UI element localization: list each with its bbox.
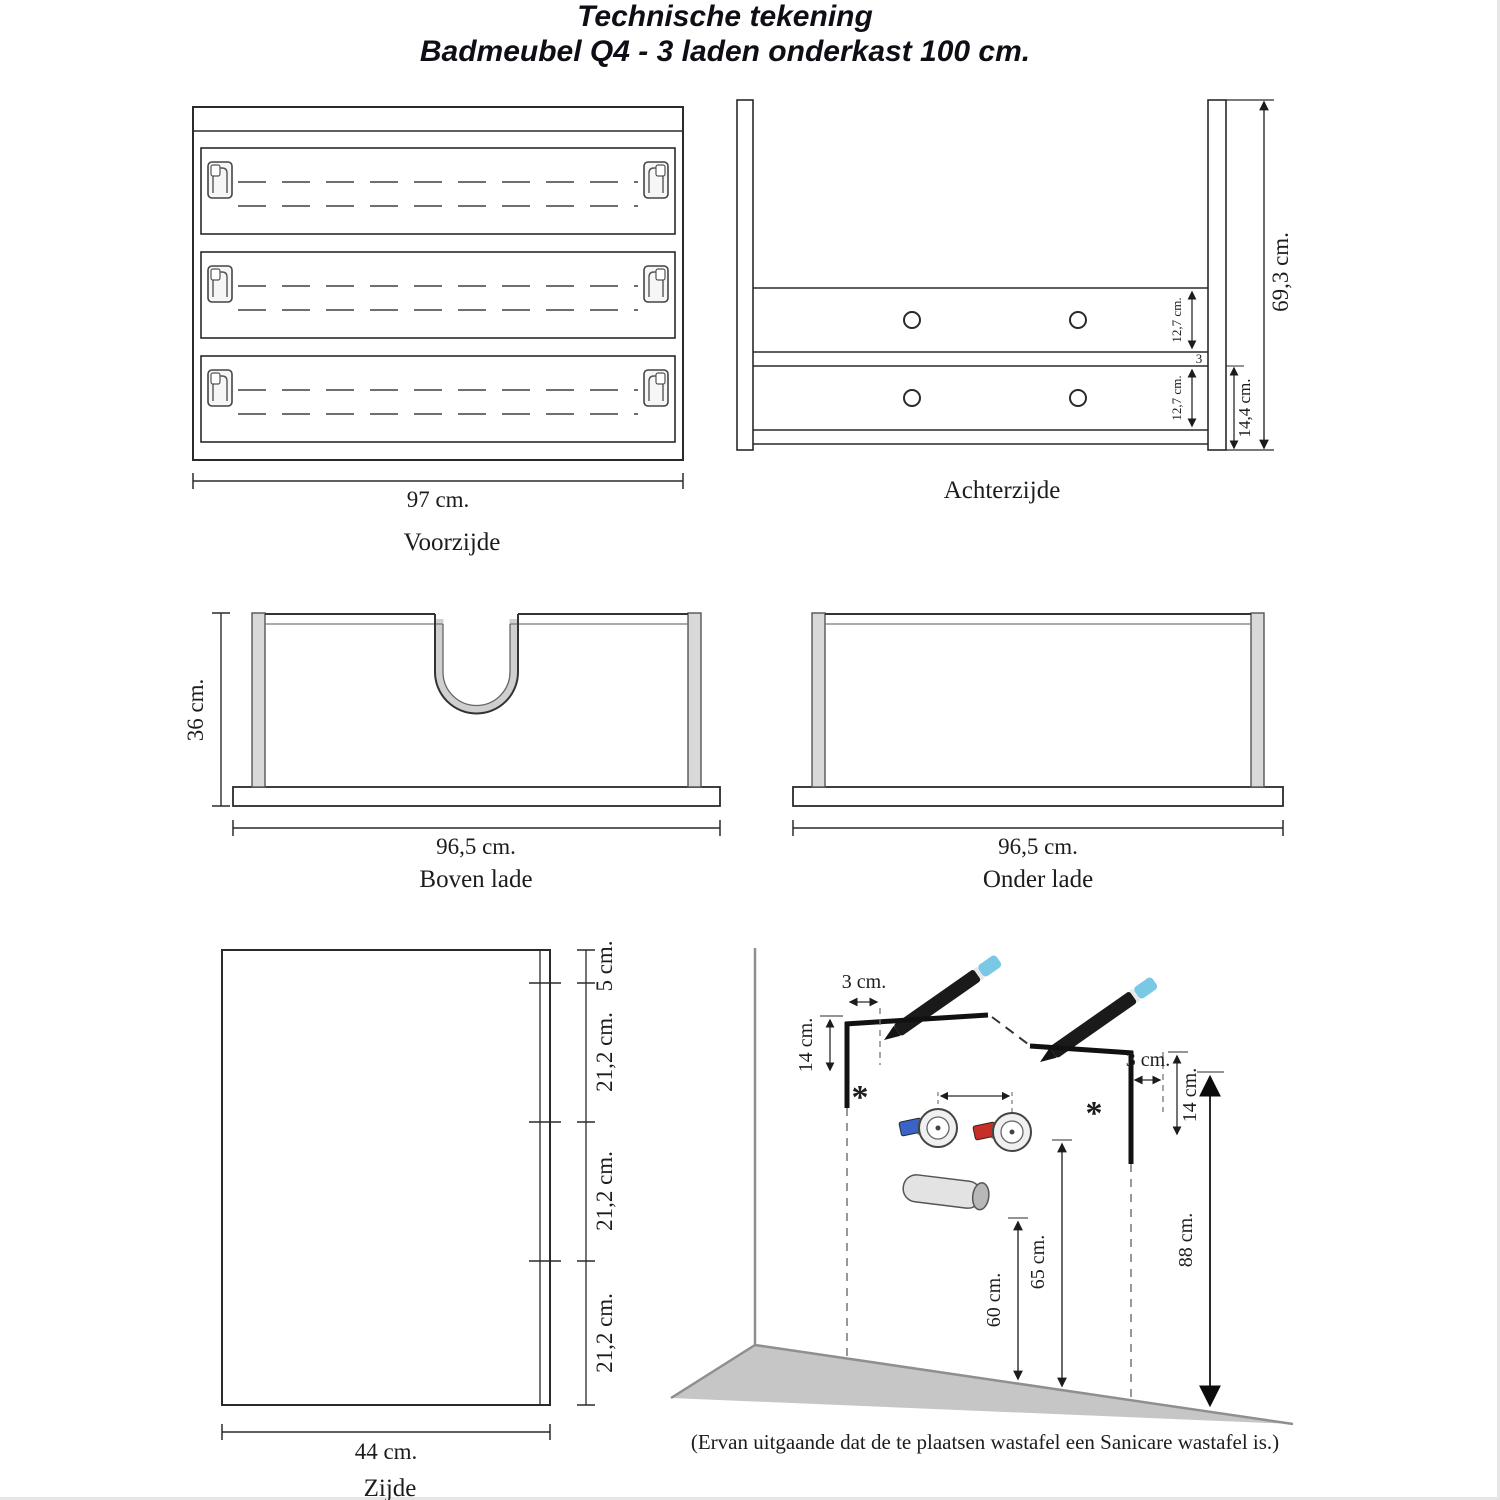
bottom-drawer-right-wall bbox=[1251, 613, 1264, 787]
back-bottom-dimension bbox=[1226, 366, 1254, 448]
left-offset-label: 3 cm. bbox=[841, 971, 887, 993]
side-panel-outline bbox=[222, 950, 550, 1405]
back-lower-rail-dimension bbox=[1169, 370, 1192, 426]
drawer-slide-clip-icon bbox=[208, 266, 232, 302]
side-view bbox=[222, 940, 617, 1500]
drawer-slide-clip-icon bbox=[644, 266, 668, 302]
title-block bbox=[420, 0, 1030, 68]
mixer-valve-cold bbox=[899, 1109, 957, 1147]
bottom-drawer-width-dimension bbox=[793, 820, 1283, 859]
mounting-profile-right bbox=[1030, 1046, 1133, 1164]
left-drop-label: 14 cm. bbox=[795, 1017, 817, 1073]
screw-hole bbox=[904, 390, 920, 406]
spout bbox=[902, 1173, 991, 1210]
side-segment-label-3: 21,2 cm. bbox=[592, 1151, 617, 1231]
bottom-drawer-label: Onder lade bbox=[982, 866, 1094, 893]
valve-spacing-dimension bbox=[938, 1092, 1012, 1112]
bottom-drawer-back-edge bbox=[825, 614, 1251, 624]
left-drop-dimension bbox=[795, 1016, 843, 1072]
bottom-drawer-width-label: 96,5 cm. bbox=[998, 834, 1078, 859]
right-drop-dimension bbox=[1168, 1052, 1201, 1134]
front-drawer-2 bbox=[201, 252, 675, 338]
top-drawer-height-dimension bbox=[183, 613, 230, 806]
wall-tap-left-icon bbox=[880, 954, 1003, 1046]
top-drawer-width-label: 96,5 cm. bbox=[436, 834, 516, 859]
mixer-valve-hot bbox=[973, 1113, 1031, 1151]
front-width-label: 97 cm. bbox=[406, 487, 470, 512]
drawer-slide-clip-icon bbox=[644, 162, 668, 198]
front-view bbox=[193, 107, 683, 556]
drawer-slide-clip-icon bbox=[208, 162, 232, 198]
profile-hidden-edge bbox=[992, 1017, 1028, 1044]
top-drawer-height-label: 36 cm. bbox=[183, 678, 208, 742]
back-upper-rail-label: 12,7 cm. bbox=[1169, 297, 1184, 343]
top-drawer-label: Boven lade bbox=[419, 866, 533, 893]
spout-height-dimension bbox=[983, 1218, 1028, 1379]
asterisk-right: * bbox=[1085, 1095, 1103, 1132]
side-width-dimension bbox=[222, 1424, 550, 1464]
floor-surface bbox=[671, 1345, 1293, 1424]
back-height-label: 69,3 cm. bbox=[1268, 232, 1293, 312]
top-drawer-right-wall bbox=[688, 613, 701, 787]
front-view-label: Voorzijde bbox=[403, 529, 501, 556]
side-segment-label-2: 21,2 cm. bbox=[592, 1012, 617, 1092]
bottom-drawer-bottom-plate bbox=[793, 787, 1283, 806]
installation-caption: (Ervan uitgaande dat de te plaatsen wastafel een Sanicare wastafel is.) bbox=[690, 1430, 1280, 1454]
asterisk-left: * bbox=[851, 1079, 869, 1116]
left-offset-dimension bbox=[842, 971, 886, 1002]
screw-hole bbox=[1070, 390, 1086, 406]
front-drawer-1 bbox=[201, 148, 675, 234]
top-drawer-width-dimension bbox=[233, 820, 720, 859]
front-width-dimension bbox=[193, 473, 683, 512]
valve-height-dimension bbox=[1027, 1140, 1072, 1386]
top-drawer-view bbox=[183, 613, 720, 893]
side-width-label: 44 cm. bbox=[354, 1439, 418, 1464]
spout-height-label: 60 cm. bbox=[983, 1272, 1005, 1328]
screw-hole bbox=[904, 312, 920, 328]
back-right-panel bbox=[1208, 100, 1226, 450]
top-drawer-back-edge bbox=[265, 614, 688, 713]
front-drawer-3 bbox=[201, 356, 675, 442]
top-drawer-left-wall bbox=[252, 613, 265, 787]
bottom-drawer-left-wall bbox=[812, 613, 825, 787]
valve-height-label: 65 cm. bbox=[1027, 1234, 1049, 1290]
back-view bbox=[737, 100, 1293, 504]
installation-view bbox=[671, 948, 1293, 1454]
back-lower-rail-label: 12,7 cm. bbox=[1169, 375, 1184, 421]
top-drawer-bottom-plate bbox=[233, 787, 720, 806]
back-view-label: Achterzijde bbox=[943, 477, 1061, 504]
bottom-drawer-view bbox=[793, 613, 1283, 893]
page-subtitle: Badmeubel Q4 - 3 laden onderkast 100 cm. bbox=[419, 35, 1031, 68]
right-offset-label: 3 cm. bbox=[1125, 1049, 1171, 1071]
bracket-height-label: 88 cm. bbox=[1175, 1212, 1197, 1268]
drawer-slide-clip-icon bbox=[208, 370, 232, 406]
back-bottom-label: 14,4 cm. bbox=[1235, 378, 1254, 438]
side-segment-label-1: 5 cm. bbox=[592, 940, 617, 992]
screw-hole bbox=[1070, 312, 1086, 328]
side-segment-dimensions bbox=[577, 940, 617, 1405]
back-left-panel bbox=[737, 100, 753, 450]
drawer-slide-clip-icon bbox=[644, 370, 668, 406]
back-gap-label: 3 bbox=[1195, 351, 1203, 366]
page-title: Technische tekening bbox=[577, 0, 873, 33]
side-segment-label-4: 21,2 cm. bbox=[592, 1293, 617, 1373]
back-upper-rail-dimension bbox=[1169, 292, 1192, 348]
side-view-label: Zijde bbox=[363, 1475, 417, 1500]
right-drop-label: 14 cm. bbox=[1179, 1067, 1201, 1123]
